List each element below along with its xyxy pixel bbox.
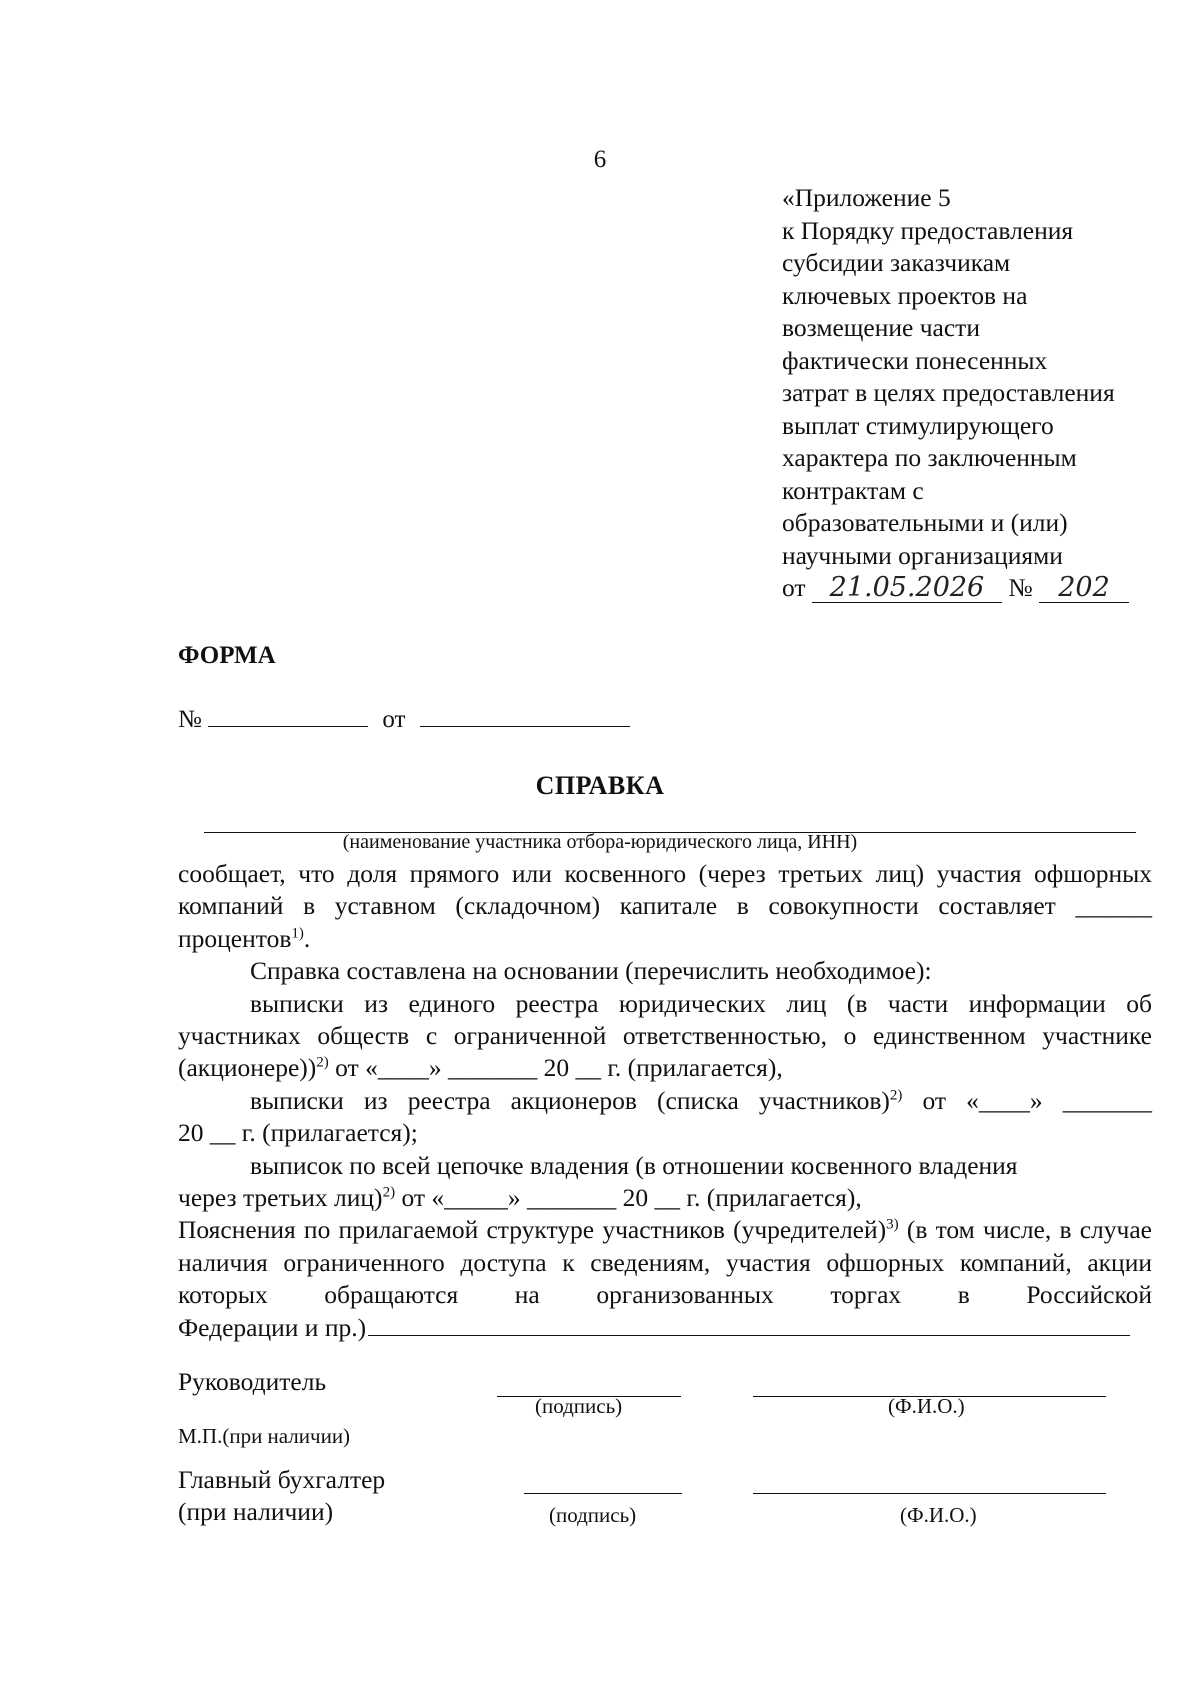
accountant-label-note: (при наличии) [178, 1497, 334, 1526]
appendix-date-line [782, 572, 1182, 605]
shareholders-registry-date: 20 __ г. (прилагается); [178, 1118, 418, 1148]
head-fio-caption: (Ф.И.О.) [888, 1394, 965, 1418]
head-label: Руководитель [178, 1367, 327, 1396]
paragraph-text: выписки из реестра акционеров (списка участников) [250, 1085, 890, 1115]
legal-entities-registry-paragraph [178, 988, 1152, 1085]
appendix-line: ключевых проектов на [782, 280, 1028, 310]
footnote-ref: 2) [889, 1087, 903, 1104]
explanation-blank [368, 1317, 1130, 1336]
paragraph-text: от «____» _______ [902, 1085, 1152, 1115]
paragraph-text: Пояснения по прилагаемой структуре участников (учредителей) [178, 1215, 887, 1245]
accountant-label: Главный бухгалтер [178, 1465, 386, 1494]
certificate-body [178, 858, 1152, 1344]
paragraph-text: выписки из единого реестра юридических лиц (в части информации об участниках обществ с ограниченной ответственностью, о единственном участнике (акционере)) [178, 988, 1152, 1083]
accountant-signature-line [524, 1493, 682, 1494]
structure-explanation-paragraph [178, 1214, 1152, 1311]
paragraph-text: Федерации и пр.) [178, 1312, 367, 1342]
appendix-line: «Приложение 5 [782, 183, 951, 212]
handwritten-date: 21.05.2026 [812, 574, 1002, 603]
appendix-line: образовательными и (или) [782, 508, 1068, 537]
date-blank [420, 706, 630, 727]
appendix-line: контрактам с [782, 475, 924, 505]
document-number-line [178, 706, 630, 734]
appendix-line: фактически понесенных [782, 345, 1048, 375]
appendix-line: научными организациями [782, 540, 1063, 570]
number-blank [208, 706, 368, 727]
date-prefix: от [782, 573, 806, 602]
from-label: от [382, 706, 406, 733]
appendix-line: характера по заключенным [782, 443, 1077, 472]
appendix-header [782, 182, 1182, 605]
number-sign: № [1008, 573, 1033, 602]
participant-name-caption: (наименование участника отбора-юридического лица, ИНН) [342, 831, 858, 853]
paragraph-text: . [303, 923, 311, 953]
appendix-line: субсидии заказчикам [782, 248, 1011, 277]
paragraph-text: через третьих лиц) [178, 1183, 383, 1213]
shareholders-registry-paragraph [178, 1085, 1152, 1117]
document-title: СПРАВКА [535, 771, 665, 800]
appendix-line: затрат в целях предоставления [782, 378, 1115, 407]
ownership-chain-paragraph: выписок по всей цепочке владения (в отношении косвенного владения [250, 1150, 1018, 1180]
footnote-ref: 2) [382, 1184, 396, 1201]
offshore-share-paragraph [178, 858, 1152, 955]
page-number: 6 [593, 146, 607, 173]
number-sign: № [178, 706, 202, 733]
structure-explanation-end [178, 1312, 1152, 1344]
stamp-label: М.П.(при наличии) [178, 1424, 351, 1448]
accountant-signature-caption: (подпись) [549, 1503, 637, 1527]
footnote-ref: 2) [316, 1054, 329, 1071]
appendix-line: возмещение части [782, 313, 980, 342]
appendix-line: к Порядку предоставления [782, 215, 1074, 245]
footnote-ref: 3) [886, 1216, 899, 1233]
paragraph-text: от «____» _______ 20 __ г. (прилагается), [328, 1053, 783, 1083]
paragraph-text: (в том числе, в случае наличия ограниченного доступа к сведениям, участия офшорных компаний, акции которых обращаются на организованных торгах в Российской [178, 1215, 1152, 1310]
basis-paragraph: Справка составлена на основании (перечислить необходимое): [250, 956, 932, 986]
appendix-line: выплат стимулирующего [782, 410, 1054, 440]
footnote-ref: 1) [291, 925, 304, 942]
form-label: ФОРМА [178, 642, 276, 669]
paragraph-text: сообщает, что доля прямого или косвенного (через третьих лиц) участия офшорных компаний в уставном (складочном) капитале в совокупности составляет ______ процентов [178, 859, 1152, 953]
ownership-chain-paragraph-cont [178, 1182, 1152, 1214]
paragraph-text: от «_____» _______ 20 __ г. (прилагается), [395, 1183, 862, 1213]
accountant-fio-caption: (Ф.И.О.) [900, 1503, 977, 1527]
handwritten-number: 202 [1039, 574, 1129, 603]
head-signature-caption: (подпись) [535, 1394, 623, 1418]
accountant-fio-line [753, 1493, 1106, 1494]
